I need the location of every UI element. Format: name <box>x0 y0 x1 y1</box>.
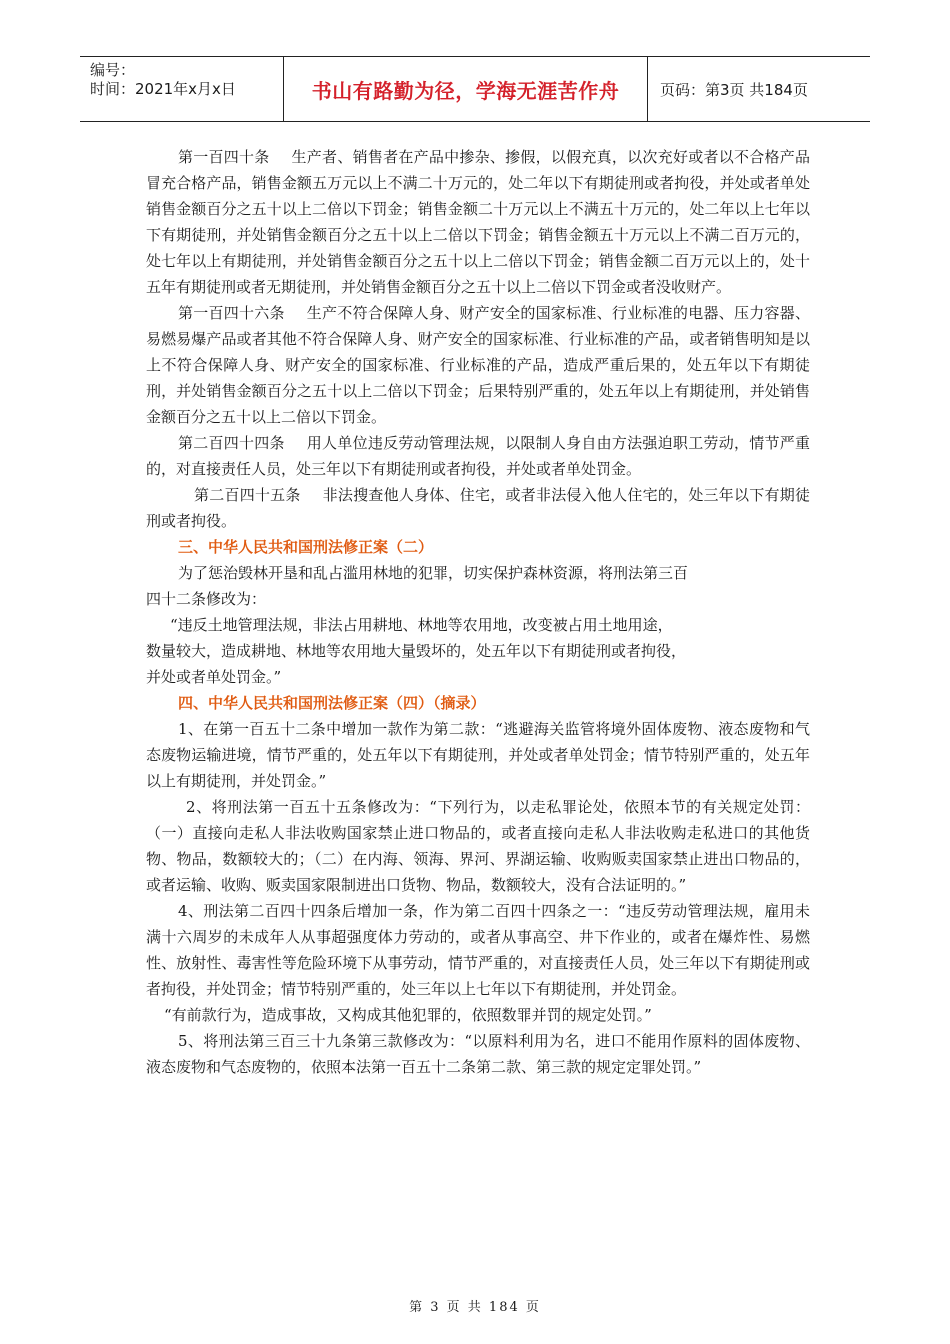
section-heading-3: 三、中华人民共和国刑法修正案（二） <box>178 538 434 556</box>
article-245-title: 第二百四十五条 <box>194 486 301 504</box>
section-heading-4: 四、中华人民共和国刑法修正案（四）（摘录） <box>178 694 486 712</box>
code-label: 编号： <box>90 61 136 79</box>
amendment-item-4: 4、刑法第二百四十四条后增加一条，作为第二百四十四条之一：“违反劳动管理法规，雇用未满十六周岁的未成年人从事超强度体力劳动的，或者从事高空、井下作业的，或者在爆炸性、易燃性、放射性、毒害性等危险环境下从事劳动，情节严重的，对直接责任人员，处三年以下有期徒刑或者拘役，并处罚金；情节特别严重的，处三年以上七年以下有期徒刑，并处罚金。 <box>146 902 810 998</box>
amendment-item-2: 2、将刑法第一百五十五条修改为：“下列行为，以走私罪论处，依照本节的有关规定处罚：（一）直接向走私人非法收购国家禁止进口物品的，或者直接向走私人非法收购走私进口的其他货物、物品，数额较大的；（二）在内海、领海、界河、界湖运输、收购贩卖国家禁止进出口物品的，或者运输、收购、贩卖国家限制进出口货物、物品，数额较大，没有合法证明的。” <box>146 798 810 894</box>
article-146-text: 生产不符合保障人身、财产安全的国家标准、行业标准的电器、压力容器、易燃易爆产品或者其他不符合保障人身、财产安全的国家标准、行业标准的产品，或者销售明知是以上不符合保障人身、财产安全的国家标准、行业标准的产品，造成严重后果的，处五年以下有期徒刑，并处销售金额百分之五十以上二倍以下罚金；后果特别严重的，处五年以上有期徒刑，并处销售金额百分之五十以上二倍以下罚金。 <box>146 304 810 426</box>
amendment-item-4-quote: “有前款行为，造成事故，又构成其他犯罪的，依照数罪并罚的规定处罚。” <box>164 1006 652 1024</box>
header-page-info: 页码：第3页 共184页 <box>660 80 808 99</box>
article-140-title: 第一百四十条 <box>178 148 270 166</box>
article-245 <box>146 482 810 534</box>
time-label: 时间：2021年x月x日 <box>90 80 236 98</box>
section-3-intro-line-1: 为了惩治毁林开垦和乱占滥用林地的犯罪，切实保护森林资源，将刑法第三百 <box>178 564 689 582</box>
header-motto: 书山有路勤为径，学海无涯苦作舟 <box>284 57 648 121</box>
article-245-text: 非法搜查他人身体、住宅，或者非法侵入他人住宅的，处三年以下有期徒刑或者拘役。 <box>146 486 810 530</box>
article-146-title: 第一百四十六条 <box>178 304 285 322</box>
section-3-intro <box>146 560 810 612</box>
document-body <box>146 144 810 1080</box>
section-3-quote-line-1: “违反土地管理法规，非法占用耕地、林地等农用地，改变被占用土地用途， <box>170 616 673 634</box>
section-3-quote-line-2: 数量较大，造成耕地、林地等农用地大量毁坏的，处五年以下有期徒刑或者拘役， <box>146 642 687 660</box>
article-140-text: 生产者、销售者在产品中掺杂、掺假，以假充真，以次充好或者以不合格产品冒充合格产品，销售金额五万元以上不满二十万元的，处二年以下有期徒刑或者拘役，并处或者单处销售金额百分之五十以上二倍以下罚金；销售金额二十万元以上不满五十万元的，处二年以上七年以下有期徒刑，并处销售金额百分之五十以上二倍以下罚金；销售金额五十万元以上不满二百万元的，处七年以上有期徒刑，并处销售金额百分之五十以上二倍以下罚金；销售金额二百万元以上的，处十五年有期徒刑或者无期徒刑，并处销售金额百分之五十以上二倍以下罚金或者没收财产。 <box>146 148 810 296</box>
article-244-title: 第二百四十四条 <box>178 434 285 452</box>
page-footer: 第 3 页 共 184 页 <box>409 1300 541 1315</box>
article-244-text: 用人单位违反劳动管理法规，以限制人身自由方法强迫职工劳动，情节严重的，对直接责任人员，处三年以下有期徒刑或者拘役，并处或者单处罚金。 <box>146 434 810 478</box>
section-3-quote-line-3: 并处或者单处罚金。” <box>146 668 282 686</box>
section-3-intro-line-2: 四十二条修改为： <box>146 590 267 608</box>
page-header <box>80 56 870 122</box>
amendment-item-5: 5、将刑法第三百三十九条第三款修改为：“以原料利用为名，进口不能用作原料的固体废物、液态废物和气态废物的，依照本法第一百五十二条第二款、第三款的规定定罪处罚。” <box>146 1032 810 1076</box>
article-146 <box>146 300 810 430</box>
article-140 <box>146 144 810 300</box>
article-244 <box>146 430 810 482</box>
header-meta <box>80 57 284 121</box>
section-3-quote <box>146 612 810 690</box>
amendment-item-1: 1、在第一百五十二条中增加一款作为第二款：“逃避海关监管将境外固体废物、液态废物和气态废物运输进境，情节严重的，处五年以下有期徒刑，并处或者单处罚金；情节特别严重的，处五年以上有期徒刑，并处罚金。” <box>146 720 810 790</box>
